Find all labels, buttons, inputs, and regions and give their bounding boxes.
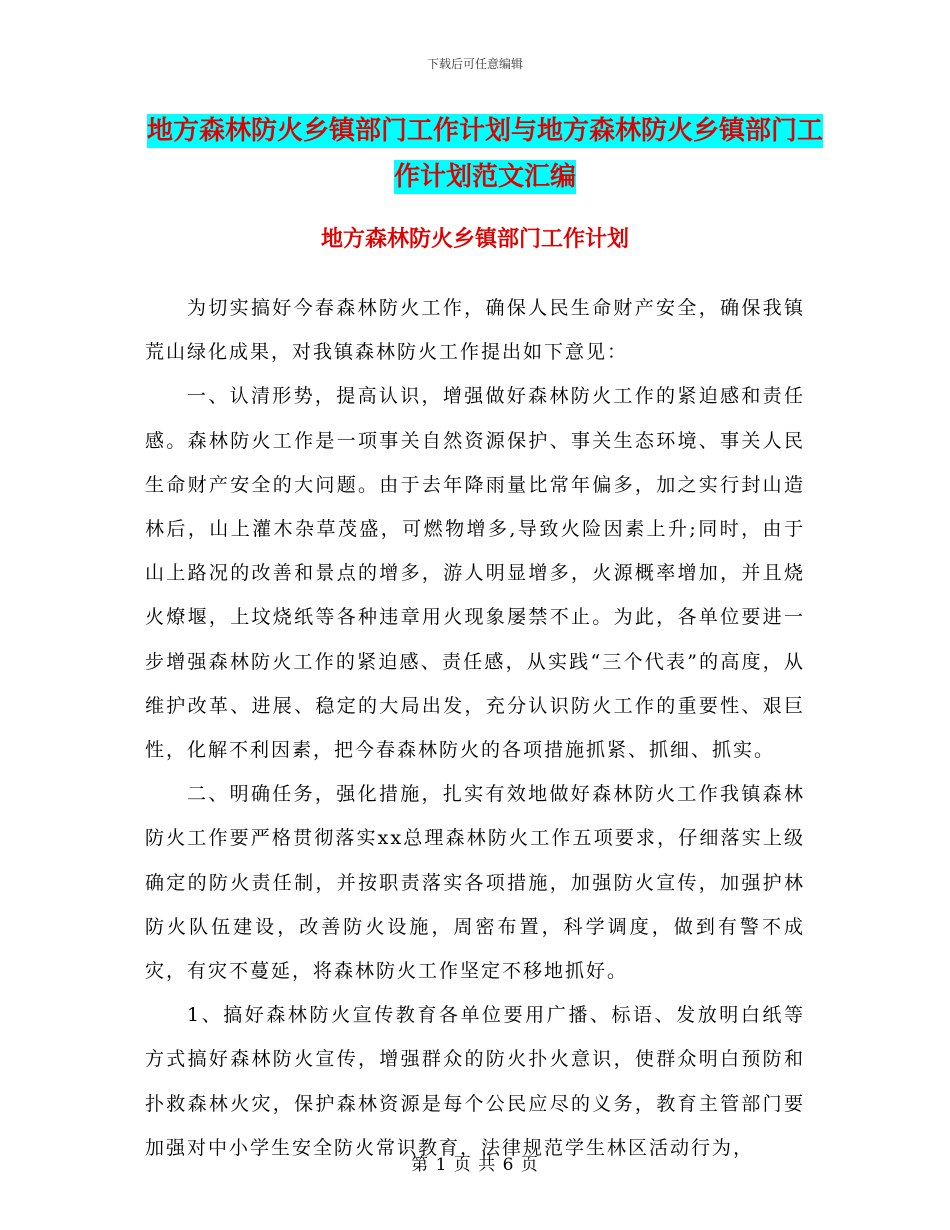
section-title: 地方森林防火乡镇部门工作计划: [320, 227, 629, 252]
paragraph-two: 二、明确任务，强化措施，扎实有效地做好森林防火工作我镇森林防火工作要严格贯彻落实xx总理森林防火工作五项要求，仔细落实上级确定的防火责任制，并按职责落实各项措施，加强防火宣传，加强护林防火队伍建设，改善防火设施，周密布置，科学调度，做到有警不成灾，有灾不蔓延，将森林防火工作坚定不移地抓好。: [145, 783, 805, 983]
document-title: [145, 108, 825, 200]
document-body: [145, 286, 805, 1170]
page-header-note: 下载后可任意编辑: [426, 57, 523, 71]
page-number-footer: 第 1 页 共 6 页: [411, 1155, 539, 1175]
paragraph-intro: 为切实搞好今春森林防火工作，确保人民生命财产安全，确保我镇荒山绿化成果，对我镇森林防火工作提出如下意见：: [145, 297, 805, 364]
paragraph-one: 一、认清形势，提高认识，增强做好森林防火工作的紧迫感和责任感。森林防火工作是一项事关自然资源保护、事关生态环境、事关人民生命财产安全的大问题。由于去年降雨量比常年偏多，加之实行封山造林后，山上灌木杂草茂盛，可燃物增多,导致火险因素上升;同时，由于山上路况的改善和景点的增多，游人明显增多，火源概率增加，并且烧火燎堰，上坟烧纸等各种违章用火现象屡禁不止。为此，各单位要进一步增强森林防火工作的紧迫感、责任感，从实践“三个代表”的高度，从维护改革、进展、稳定的大局出发，充分认识防火工作的重要性、艰巨性，化解不利因素，把今春森林防火的各项措施抓紧、抓细、抓实。: [145, 385, 805, 762]
document-title-text: 地方森林防火乡镇部门工作计划与地方森林防火乡镇部门工作计划范文汇编: [146, 116, 823, 192]
paragraph-three: 1、搞好森林防火宣传教育各单位要用广播、标语、发放明白纸等方式搞好森林防火宣传，增强群众的防火扑火意识，使群众明白预防和扑救森林火灾，保护森林资源是每个公民应尽的义务，教育主管部门要加强对中小学生安全防火常识教育，法律规范学生林区活动行为，: [145, 1004, 805, 1159]
